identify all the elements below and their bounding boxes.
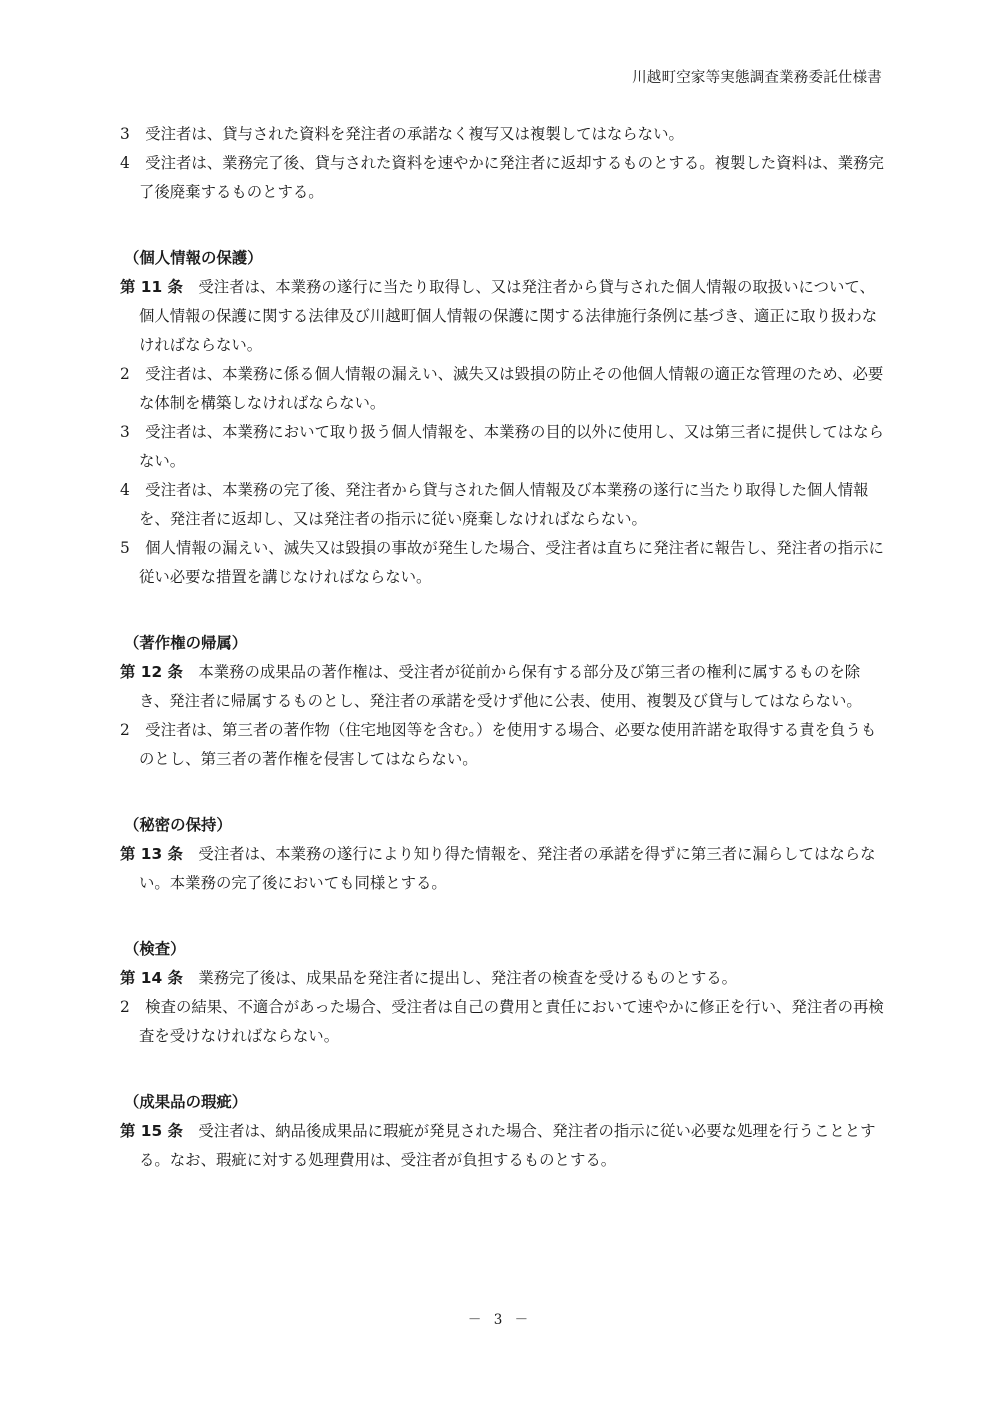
article-number: 第 15 条 — [120, 1122, 183, 1140]
article-paragraph — [120, 1117, 888, 1175]
article-number: 第 14 条 — [120, 969, 183, 987]
clause-paragraph: 2 受注者は、第三者の著作物（住宅地図等を含む。）を使用する場合、必要な使用許諾を取得する責を負うものとし、第三者の著作権を侵害してはならない。 — [120, 721, 877, 768]
article-number: 第 11 条 — [120, 278, 183, 296]
section-heading: （著作権の帰属） — [124, 634, 248, 652]
article-text: 業務完了後は、成果品を発注者に提出し、発注者の検査を受けるものとする。 — [182, 969, 737, 987]
article-text: 本業務の成果品の著作権は、受注者が従前から保有する部分及び第三者の権利に属するものを除き、発注者に帰属するものとし、発注者の承諾を受けず他に公表、使用、複製及び貸与してはならない。 — [139, 663, 862, 710]
article-paragraph — [120, 658, 888, 716]
article-text: 受注者は、納品後成果品に瑕疵が発見された場合、発注者の指示に従い必要な処理を行うこととする。なお、瑕疵に対する処理費用は、受注者が負担するものとする。 — [139, 1122, 876, 1169]
article-number: 第 12 条 — [120, 663, 183, 681]
article-text: 受注者は、本業務の遂行により知り得た情報を、発注者の承諾を得ずに第三者に漏らしてはならない。本業務の完了後においても同様とする。 — [139, 845, 876, 892]
clause-paragraph: 3 受注者は、本業務において取り扱う個人情報を、本業務の目的以外に使用し、又は第三者に提供してはならない。 — [120, 423, 884, 470]
clause-paragraph: 5 個人情報の漏えい、滅失又は毀損の事故が発生した場合、受注者は直ちに発注者に報告し、発注者の指示に従い必要な措置を講じなければならない。 — [120, 539, 884, 586]
article-text: 受注者は、本業務の遂行に当たり取得し、又は発注者から貸与された個人情報の取扱いについて、個人情報の保護に関する法律及び川越町個人情報の保護に関する法律施行条例に基づき、適正に取り扱わなければならない。 — [139, 278, 878, 354]
clause-paragraph: 4 受注者は、本業務の完了後、発注者から貸与された個人情報及び本業務の遂行に当たり取得した個人情報を、発注者に返却し、又は発注者の指示に従い廃棄しなければならない。 — [120, 481, 869, 528]
section-heading: （秘密の保持） — [124, 816, 232, 834]
clause-paragraph: 4 受注者は、業務完了後、貸与された資料を速やかに発注者に返却するものとする。複製した資料は、業務完了後廃棄するものとする。 — [120, 154, 884, 201]
clause-paragraph: 3 受注者は、貸与された資料を発注者の承諾なく複写又は複製してはならない。 — [120, 125, 684, 143]
section-heading: （検査） — [124, 940, 186, 958]
clause-paragraph: 2 受注者は、本業務に係る個人情報の漏えい、滅失又は毀損の防止その他個人情報の適正な管理のため、必要な体制を構築しなければならない。 — [120, 365, 884, 412]
clause-paragraph: 2 検査の結果、不適合があった場合、受注者は自己の費用と責任において速やかに修正を行い、発注者の再検査を受けなければならない。 — [120, 998, 884, 1045]
article-paragraph — [120, 840, 888, 898]
document-title-header: 川越町空家等実態調査業務委託仕様書 — [632, 70, 882, 86]
article-paragraph — [120, 964, 888, 993]
section-heading: （成果品の瑕疵） — [124, 1093, 248, 1111]
article-paragraph — [120, 273, 888, 360]
document-body — [120, 120, 888, 1175]
section-heading: （個人情報の保護） — [124, 249, 263, 267]
page-number: － 3 － — [467, 1312, 533, 1328]
article-number: 第 13 条 — [120, 845, 183, 863]
